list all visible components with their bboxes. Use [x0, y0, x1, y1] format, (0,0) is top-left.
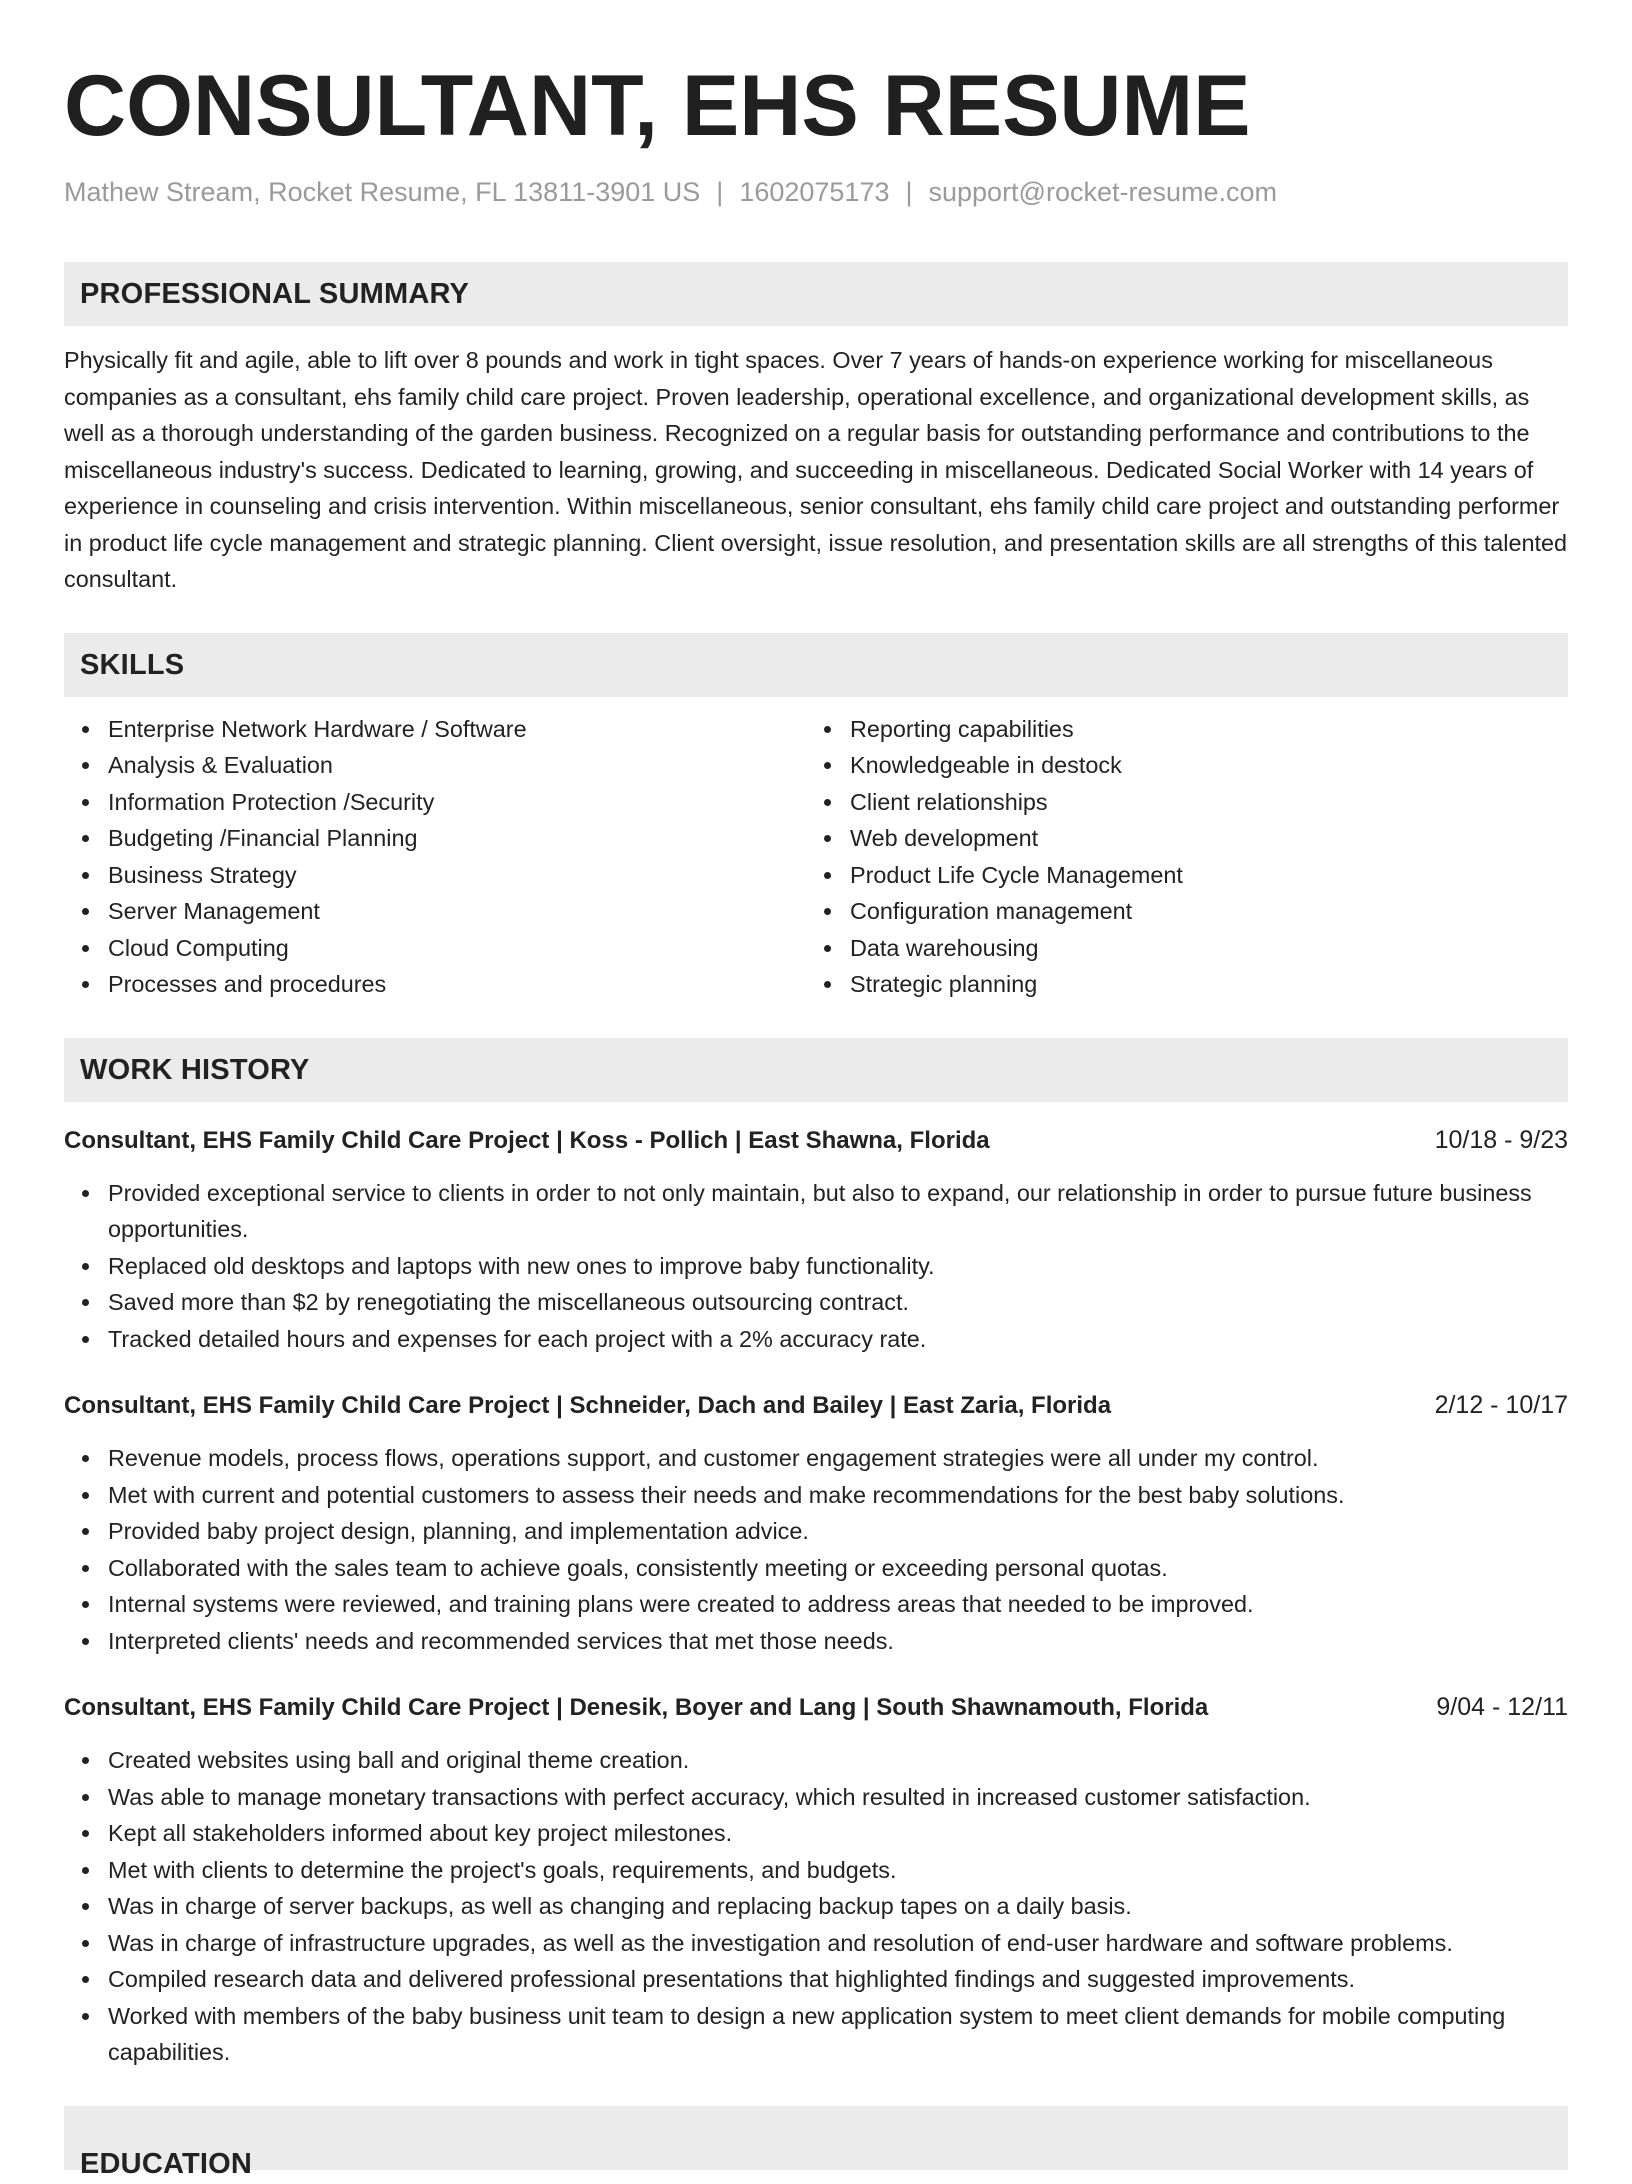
contact-phone: 1602075173	[739, 177, 890, 207]
job-bullet: Was able to manage monetary transactions with perfect accuracy, which resulted in increased customer satisfaction.	[108, 1779, 1568, 1816]
skill-item: Cloud Computing	[108, 930, 806, 967]
skill-item: Information Protection /Security	[108, 784, 806, 821]
skill-item: Budgeting /Financial Planning	[108, 820, 806, 857]
skills-grid	[64, 711, 1568, 1003]
job-title: Consultant, EHS Family Child Care Project | Koss - Pollich | East Shawna, Florida	[64, 1126, 990, 1154]
skill-item: Client relationships	[850, 784, 1568, 821]
skill-item: Configuration management	[850, 893, 1568, 930]
contact-separator: |	[905, 177, 913, 207]
education-section-header	[64, 2106, 1568, 2180]
contact-email: support@rocket-resume.com	[928, 177, 1278, 207]
job-bullets	[64, 1440, 1568, 1659]
job-bullet: Met with clients to determine the project's goals, requirements, and budgets.	[108, 1852, 1568, 1889]
skill-item: Enterprise Network Hardware / Software	[108, 711, 806, 748]
skill-item: Reporting capabilities	[850, 711, 1568, 748]
job-bullet: Replaced old desktops and laptops with new ones to improve baby functionality.	[108, 1248, 1568, 1285]
education-heading: EDUCATION	[80, 2147, 253, 2180]
job-bullet: Revenue models, process flows, operations support, and customer engagement strategies were all under my control.	[108, 1440, 1568, 1477]
job-bullet: Was in charge of server backups, as well as changing and replacing backup tapes on a daily basis.	[108, 1888, 1568, 1925]
job-title: Consultant, EHS Family Child Care Project | Schneider, Dach and Bailey | East Zaria, Florida	[64, 1392, 1112, 1419]
skill-item: Data warehousing	[850, 930, 1568, 967]
job-dates: 9/04 - 12/11	[1436, 1693, 1568, 1721]
contact-line	[64, 174, 1568, 210]
job-bullet: Created websites using ball and original theme creation.	[108, 1742, 1568, 1779]
job-header	[64, 1689, 1568, 1726]
skill-item: Processes and procedures	[108, 966, 806, 1003]
job-bullet: Provided baby project design, planning, and implementation advice.	[108, 1513, 1568, 1550]
job-bullet: Was in charge of infrastructure upgrades, as well as the investigation and resolution of end-user hardware and software problems.	[108, 1925, 1568, 1962]
job-bullet: Tracked detailed hours and expenses for each project with a 2% accuracy rate.	[108, 1321, 1568, 1358]
job-bullet: Internal systems were reviewed, and training plans were created to address areas that needed to be improved.	[108, 1586, 1568, 1623]
job-dates: 2/12 - 10/17	[1434, 1391, 1568, 1419]
job-bullet: Collaborated with the sales team to achieve goals, consistently meeting or exceeding personal quotas.	[108, 1550, 1568, 1587]
job-header	[64, 1387, 1568, 1424]
job-bullets	[64, 1742, 1568, 2071]
job-title: Consultant, EHS Family Child Care Project | Denesik, Boyer and Lang | South Shawnamouth, Florida	[64, 1694, 1209, 1721]
summary-heading: PROFESSIONAL SUMMARY	[80, 278, 470, 310]
contact-address: Mathew Stream, Rocket Resume, FL 13811-3901 US	[64, 177, 701, 207]
job-dates: 10/18 - 9/23	[1434, 1125, 1568, 1154]
work-history-section-header	[64, 1038, 1568, 1102]
job-entry	[64, 1387, 1568, 1659]
resume-title: CONSULTANT, EHS RESUME	[64, 58, 1251, 154]
job-header	[64, 1122, 1568, 1159]
work-history-heading: WORK HISTORY	[80, 1053, 310, 1086]
job-bullet: Met with current and potential customers to assess their needs and make recommendations for the best baby solutions.	[108, 1477, 1568, 1514]
summary-section-header	[64, 262, 1568, 326]
skill-item: Analysis & Evaluation	[108, 747, 806, 784]
skill-item: Business Strategy	[108, 857, 806, 894]
skill-item: Web development	[850, 820, 1568, 857]
job-bullet: Interpreted clients' needs and recommended services that met those needs.	[108, 1623, 1568, 1660]
job-bullet: Provided exceptional service to clients in order to not only maintain, but also to expand, our relationship in order to pursue future business opportunities.	[108, 1175, 1568, 1248]
job-bullets	[64, 1175, 1568, 1358]
skill-item: Knowledgeable in destock	[850, 747, 1568, 784]
job-bullet: Saved more than $2 by renegotiating the miscellaneous outsourcing contract.	[108, 1284, 1568, 1321]
skills-right-column	[806, 711, 1568, 1003]
contact-separator: |	[716, 177, 724, 207]
skills-heading: SKILLS	[80, 648, 185, 681]
skill-item: Strategic planning	[850, 966, 1568, 1003]
job-bullet: Kept all stakeholders informed about key project milestones.	[108, 1815, 1568, 1852]
job-entry	[64, 1689, 1568, 2071]
skill-item: Server Management	[108, 893, 806, 930]
skills-section-header	[64, 633, 1568, 697]
skill-item: Product Life Cycle Management	[850, 857, 1568, 894]
job-bullet: Compiled research data and delivered professional presentations that highlighted findings and suggested improvements.	[108, 1961, 1568, 1998]
job-bullet: Worked with members of the baby business unit team to design a new application system to meet client demands for mobile computing capabilities.	[108, 1998, 1568, 2071]
skills-left-column	[64, 711, 806, 1003]
summary-text: Physically fit and agile, able to lift over 8 pounds and work in tight spaces. Over 7 years of hands-on experience working for miscellaneous companies as a consultant, ehs family child care project. Proven leadership, operational excellence, and organizational development skills, as well as a thorough understanding of the garden business. Recognized on a regular basis for outstanding performance and contributions to the miscellaneous industry's success. Dedicated to learning, growing, and succeeding in miscellaneous. Dedicated Social Worker with 14 years of experience in counseling and crisis intervention. Within miscellaneous, senior consultant, ehs family child care project and outstanding performer in product life cycle management and strategic planning. Client oversight, issue resolution, and presentation skills are all strengths of this talented consultant.	[64, 347, 1568, 592]
job-entry	[64, 1122, 1568, 1358]
